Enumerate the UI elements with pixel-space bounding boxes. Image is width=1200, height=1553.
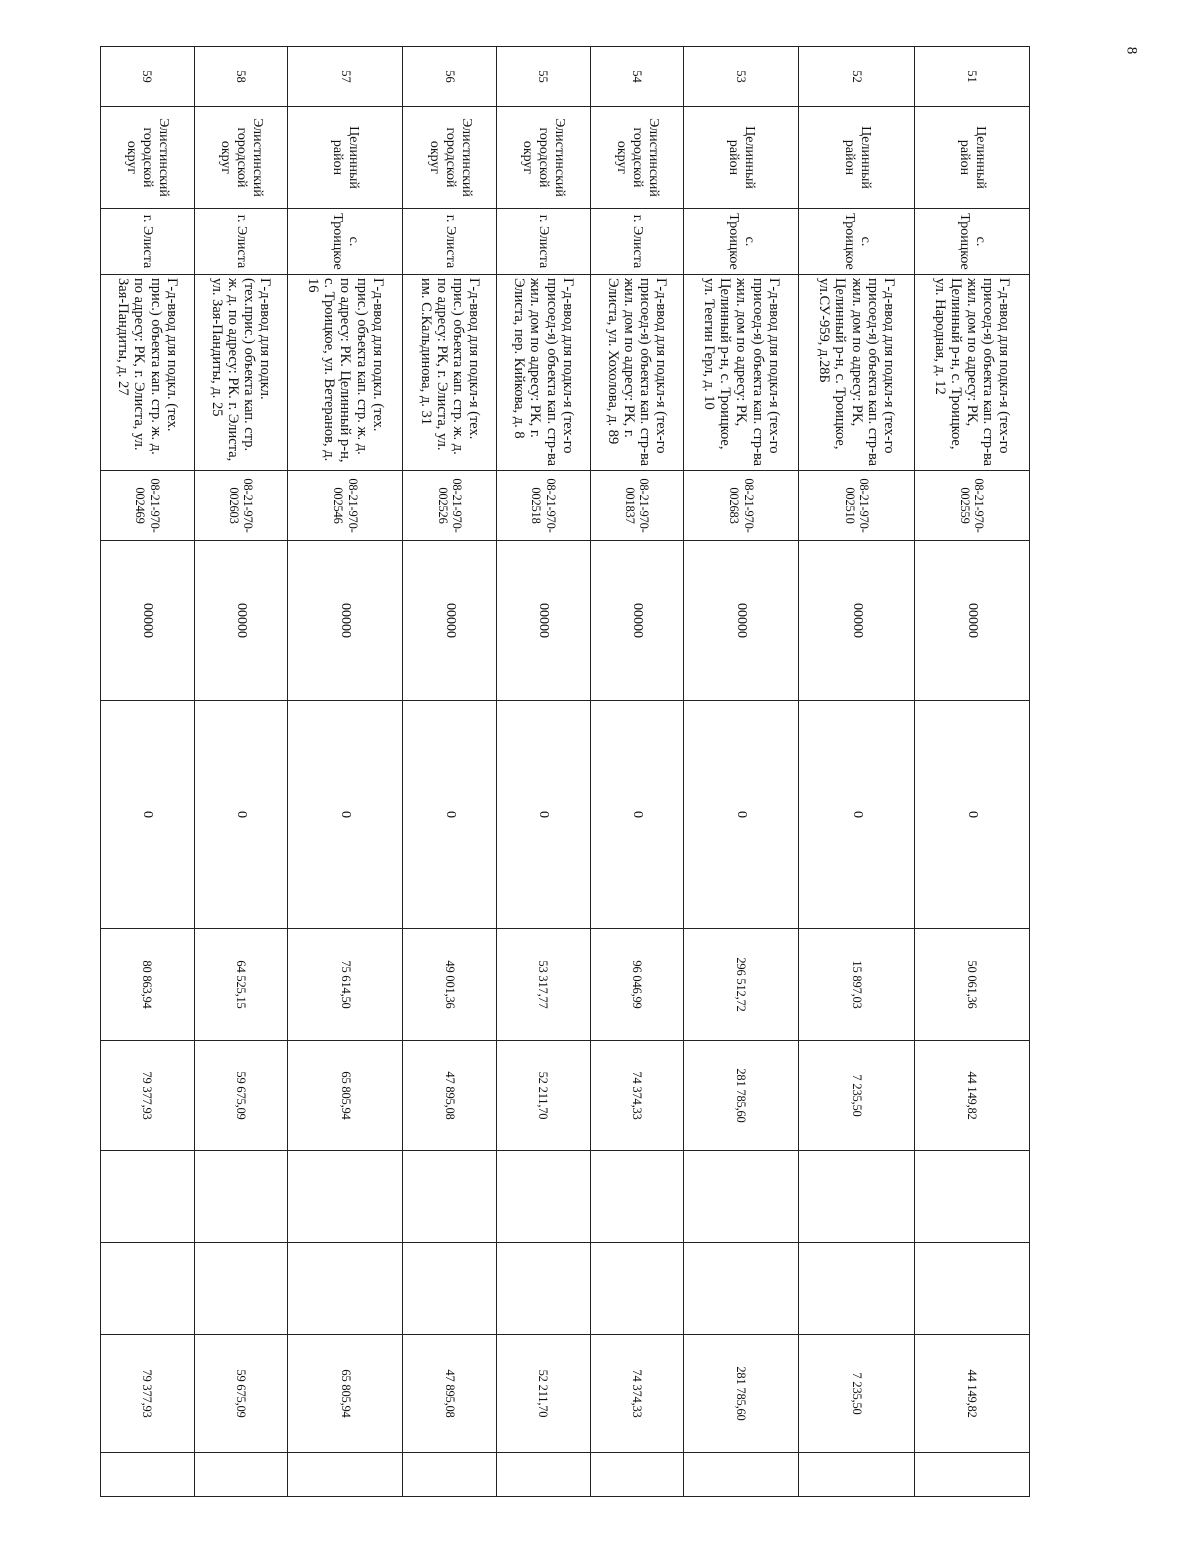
row-number: 56 [403, 47, 497, 107]
table-row [288, 47, 403, 1497]
inventory-number: 08-21-970-002526 [403, 471, 497, 541]
initial-cost: 296 512,72 [684, 929, 799, 1041]
empty-cell-1 [914, 1151, 1029, 1243]
residual-cost: 47 895,08 [403, 1041, 497, 1151]
empty-cell-last [101, 1453, 195, 1497]
total-cost: 44 149,82 [914, 1335, 1029, 1453]
empty-cell-2 [194, 1243, 288, 1335]
object-description: Г-д-ввод для подкл-я (тех-го присоед-я) объекта кап. стр-ва жил. дом по адресу: РК, г. Элиста, пер. Кийкова, д. 8 [497, 275, 591, 471]
empty-cell-last [590, 1453, 684, 1497]
inventory-number: 08-21-970-002510 [799, 471, 914, 541]
empty-cell-2 [288, 1243, 403, 1335]
object-description: Г-д-ввод для подкл-я (тех-го присоед-я) объекта кап. стр-ва жил. дом по адресу: РК, Целинный р-н, с. Троицкое, ул. Теегин Герл, д. 10 [684, 275, 799, 471]
settlement: г. Элиста [590, 209, 684, 275]
residual-cost: 7 235,50 [799, 1041, 914, 1151]
object-description: Г-д-ввод для подкл-я (тех-го присоед-я) объекта кап. стр-ва жил. дом по адресу: РК, г. Элиста, ул. Хохолова, д. 89 [590, 275, 684, 471]
zero-value: 0 [101, 701, 195, 929]
zero-value: 0 [799, 701, 914, 929]
empty-cell-last [684, 1453, 799, 1497]
empty-cell-last [288, 1453, 403, 1497]
object-description: Г-д-ввод для подкл. (тех. прис.) объекта кап. стр. ж. д. по адресу: РК, г. Элиста, ул. Зая-Пандиты, д. 27 [101, 275, 195, 471]
residual-cost: 59 675,09 [194, 1041, 288, 1151]
municipal-area: Элистинский городской округ [403, 107, 497, 209]
total-cost: 79 377,93 [101, 1335, 195, 1453]
table-body [101, 47, 1030, 1497]
empty-cell-last [403, 1453, 497, 1497]
zero-value: 0 [288, 701, 403, 929]
total-cost: 281 785,60 [684, 1335, 799, 1453]
municipal-area: Элистинский городской округ [101, 107, 195, 209]
initial-cost: 50 061,36 [914, 929, 1029, 1041]
table-row [684, 47, 799, 1497]
empty-cell-1 [194, 1151, 288, 1243]
total-cost: 65 805,94 [288, 1335, 403, 1453]
initial-cost: 64 525,15 [194, 929, 288, 1041]
empty-cell-last [914, 1453, 1029, 1497]
table-row [590, 47, 684, 1497]
object-description: Г-д-ввод для подкл. (тех.прис.) объекта кап. стр. ж. д. по адресу: РК. г. Элиста, ул. Зая-Пандиты, д. 25 [194, 275, 288, 471]
code: 00000 [403, 541, 497, 701]
total-cost: 47 895,08 [403, 1335, 497, 1453]
empty-cell-1 [101, 1151, 195, 1243]
document-page [100, 46, 1030, 1496]
inventory-number: 08-21-970-002469 [101, 471, 195, 541]
row-number: 53 [684, 47, 799, 107]
code: 00000 [194, 541, 288, 701]
empty-cell-last [194, 1453, 288, 1497]
rotated-table-container [100, 46, 1030, 1496]
municipal-area: Элистинский городской округ [194, 107, 288, 209]
municipal-area: Целинный район [799, 107, 914, 209]
municipal-area: Целинный район [288, 107, 403, 209]
code: 00000 [684, 541, 799, 701]
total-cost: 59 675,09 [194, 1335, 288, 1453]
settlement: с. Троицкое [288, 209, 403, 275]
inventory-number: 08-21-970-001837 [590, 471, 684, 541]
code: 00000 [914, 541, 1029, 701]
settlement: г. Элиста [194, 209, 288, 275]
empty-cell-1 [684, 1151, 799, 1243]
code: 00000 [288, 541, 403, 701]
settlement: с. Троицкое [799, 209, 914, 275]
total-cost: 74 374,33 [590, 1335, 684, 1453]
row-number: 59 [101, 47, 195, 107]
empty-cell-1 [497, 1151, 591, 1243]
municipal-area: Элистинский городской округ [497, 107, 591, 209]
empty-cell-1 [799, 1151, 914, 1243]
row-number: 51 [914, 47, 1029, 107]
total-cost: 52 211,70 [497, 1335, 591, 1453]
zero-value: 0 [497, 701, 591, 929]
empty-cell-2 [914, 1243, 1029, 1335]
code: 00000 [497, 541, 591, 701]
code: 00000 [590, 541, 684, 701]
object-description: Г-д-ввод для подкл. (тех. прис.) объекта кап. стр. ж. д. по адресу: РК. Целинный р-н, с. Троицкое, ул. Ветеранов, д. 16 [288, 275, 403, 471]
settlement: г. Элиста [101, 209, 195, 275]
empty-cell-last [497, 1453, 591, 1497]
residual-cost: 52 211,70 [497, 1041, 591, 1151]
settlement: г. Элиста [403, 209, 497, 275]
inventory-number: 08-21-970-002546 [288, 471, 403, 541]
empty-cell-2 [590, 1243, 684, 1335]
inventory-number: 08-21-970-002683 [684, 471, 799, 541]
settlement: г. Элиста [497, 209, 591, 275]
empty-cell-2 [101, 1243, 195, 1335]
object-description: Г-д-ввод для подкл-я (тех-го присоед-я) объекта кап. стр-ва жил. дом по адресу: РК, Целинный р-н, с. Троицкое, ул. Народная, д. 12 [914, 275, 1029, 471]
zero-value: 0 [194, 701, 288, 929]
initial-cost: 15 897,03 [799, 929, 914, 1041]
empty-cell-1 [590, 1151, 684, 1243]
code: 00000 [101, 541, 195, 701]
empty-cell-1 [288, 1151, 403, 1243]
inventory-number: 08-21-970-002603 [194, 471, 288, 541]
residual-cost: 74 374,33 [590, 1041, 684, 1151]
zero-value: 0 [590, 701, 684, 929]
total-cost: 7 235,50 [799, 1335, 914, 1453]
row-number: 55 [497, 47, 591, 107]
table-row [497, 47, 591, 1497]
zero-value: 0 [403, 701, 497, 929]
settlement: с. Троицкое [914, 209, 1029, 275]
municipal-area: Целинный район [914, 107, 1029, 209]
table-row [194, 47, 288, 1497]
page-number: 8 [1122, 46, 1139, 55]
empty-cell-last [799, 1453, 914, 1497]
object-description: Г-д-ввод для подкл-я (тех-го присоед-я) объекта кап. стр-ва жил. дом по адресу: РК, Целинный р-н, с. Троицкое, ул.СУ-959, д.28Б [799, 275, 914, 471]
residual-cost: 65 805,94 [288, 1041, 403, 1151]
code: 00000 [799, 541, 914, 701]
inventory-number: 08-21-970-002559 [914, 471, 1029, 541]
initial-cost: 49 001,36 [403, 929, 497, 1041]
asset-register-table [100, 46, 1030, 1497]
residual-cost: 281 785,60 [684, 1041, 799, 1151]
residual-cost: 79 377,93 [101, 1041, 195, 1151]
initial-cost: 96 046,99 [590, 929, 684, 1041]
empty-cell-2 [403, 1243, 497, 1335]
zero-value: 0 [914, 701, 1029, 929]
empty-cell-2 [497, 1243, 591, 1335]
row-number: 52 [799, 47, 914, 107]
settlement: с. Троицкое [684, 209, 799, 275]
initial-cost: 75 614,50 [288, 929, 403, 1041]
municipal-area: Элистинский городской округ [590, 107, 684, 209]
empty-cell-1 [403, 1151, 497, 1243]
municipal-area: Целинный район [684, 107, 799, 209]
table-row [403, 47, 497, 1497]
inventory-number: 08-21-970-002518 [497, 471, 591, 541]
row-number: 54 [590, 47, 684, 107]
table-row [914, 47, 1029, 1497]
zero-value: 0 [684, 701, 799, 929]
row-number: 58 [194, 47, 288, 107]
row-number: 57 [288, 47, 403, 107]
initial-cost: 53 317,77 [497, 929, 591, 1041]
initial-cost: 80 863,94 [101, 929, 195, 1041]
object-description: Г-д-ввод для подкл-я (тех. прис.) объекта кап. стр. ж. д. по адресу: РК, г. Элиста, ул. им. С.Кальдинова, д. 31 [403, 275, 497, 471]
empty-cell-2 [684, 1243, 799, 1335]
residual-cost: 44 149,82 [914, 1041, 1029, 1151]
table-row [799, 47, 914, 1497]
empty-cell-2 [799, 1243, 914, 1335]
table-row [101, 47, 195, 1497]
